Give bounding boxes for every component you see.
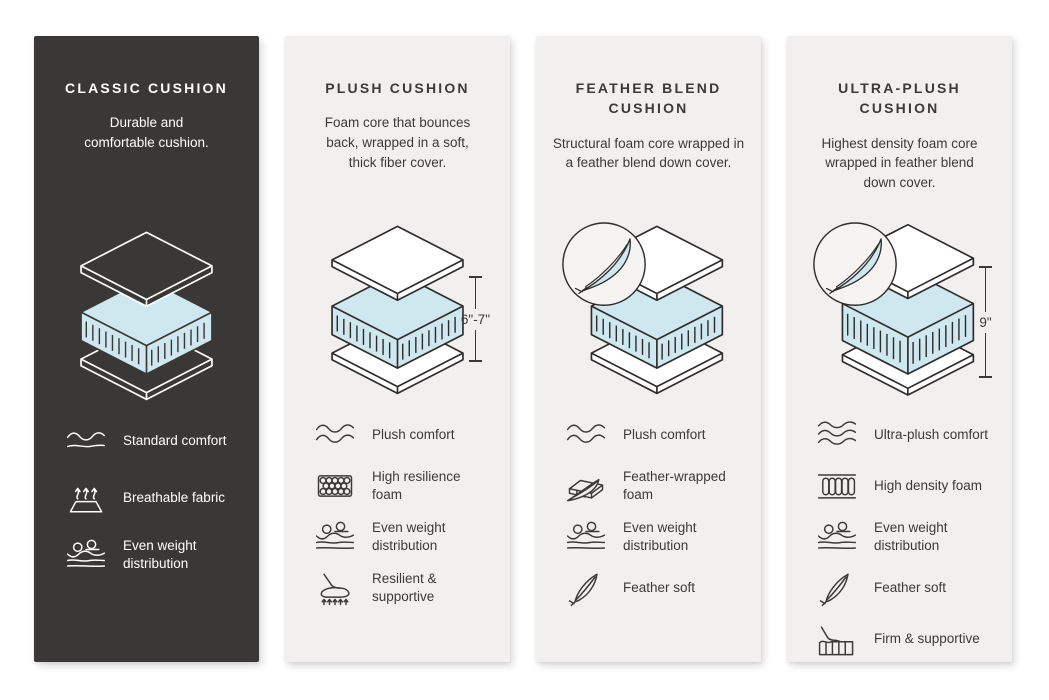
- feature-list: [552, 416, 745, 607]
- card-description: Foam core that bounces back, wrapped in a soft, thick fiber cover.: [324, 115, 471, 170]
- feature-item: [64, 479, 243, 517]
- feature-item: [64, 422, 243, 460]
- card-title: CLASSIC CUSHION: [65, 80, 228, 96]
- feature-item: [815, 467, 996, 505]
- feature-item: [815, 569, 996, 607]
- feature-item: [564, 569, 745, 607]
- feature-item: [64, 536, 243, 574]
- even-weight-icon: [64, 536, 108, 574]
- feature-label: Breathable fabric: [123, 490, 226, 506]
- feature-label: Even weight distribution: [123, 538, 197, 571]
- feature-label: Even weight distribution: [874, 520, 948, 553]
- feature-label: Resilient & supportive: [372, 571, 437, 604]
- measure-line: [475, 278, 477, 309]
- card-title: ULTRA-PLUSH CUSHION: [838, 80, 961, 117]
- feature-label: Standard comfort: [123, 433, 227, 449]
- cushion-layers-feather-icon: [803, 211, 996, 402]
- feature-label: High density foam: [874, 478, 983, 494]
- measure-line: [985, 333, 987, 377]
- height-measurement: [979, 266, 992, 378]
- card-classic-cushion: [34, 36, 259, 662]
- cushion-layers-feather-icon: [552, 211, 745, 402]
- card-title: PLUSH CUSHION: [325, 80, 470, 96]
- feature-list: [803, 416, 996, 658]
- feature-list: [50, 422, 243, 574]
- card-header: [301, 78, 494, 206]
- comfort-waves-icon: [64, 422, 108, 460]
- feature-item: [815, 416, 996, 454]
- cushion-illustration: [50, 206, 243, 418]
- feature-item: [313, 569, 494, 607]
- feature-item: [564, 467, 745, 505]
- cushion-illustration: [552, 206, 745, 406]
- feature-label: Plush comfort: [372, 427, 455, 443]
- feature-label: Even weight distribution: [623, 520, 697, 553]
- card-description: Highest density foam core wrapped in feather blend down cover.: [821, 135, 978, 191]
- density-foam-icon: [815, 467, 859, 505]
- feature-label: Feather soft: [874, 580, 947, 596]
- feather-badge-icon: [814, 223, 896, 305]
- card-header: [552, 78, 745, 206]
- comfort-waves-icon: [313, 416, 357, 454]
- feature-item: [564, 416, 745, 454]
- even-weight-icon: [313, 518, 357, 556]
- firm-supportive-icon: [815, 620, 859, 658]
- feature-item: [815, 620, 996, 658]
- feather-soft-icon: [564, 569, 608, 607]
- measure-cap: [469, 360, 482, 362]
- measure-label: 6"-7": [460, 311, 490, 327]
- measure-cap: [979, 376, 992, 378]
- feature-list: [301, 416, 494, 607]
- card-description: Structural foam core wrapped in a feather blend down cover.: [552, 135, 745, 171]
- even-weight-icon: [564, 518, 608, 556]
- measure-label: 9": [979, 314, 992, 330]
- card-title: FEATHER BLEND CUSHION: [575, 80, 722, 117]
- feature-item: [313, 416, 494, 454]
- cushion-layers-icon: [50, 217, 243, 408]
- feature-label: Feather-wrapped foam: [623, 469, 726, 502]
- feature-label: Even weight distribution: [372, 520, 446, 553]
- feature-label: Plush comfort: [623, 427, 706, 443]
- cushion-illustration: [301, 206, 494, 406]
- card-ultra-plush-cushion: [787, 36, 1012, 662]
- feather-soft-icon: [815, 569, 859, 607]
- feature-item: [313, 467, 494, 505]
- measure-line: [985, 268, 987, 312]
- card-header: [50, 78, 243, 206]
- resilient-supportive-icon: [313, 569, 357, 607]
- card-feather-blend-cushion: [536, 36, 761, 662]
- height-measurement: [461, 276, 490, 362]
- feature-label: High resilience foam: [372, 469, 461, 502]
- feature-item: [564, 518, 745, 556]
- feature-label: Feather soft: [623, 580, 696, 596]
- even-weight-icon: [815, 518, 859, 556]
- feature-item: [815, 518, 996, 556]
- card-description: Durable and comfortable cushion.: [84, 115, 209, 151]
- ultra-waves-icon: [815, 416, 859, 454]
- feature-label: Ultra-plush comfort: [874, 427, 989, 443]
- feather-wrapped-foam-icon: [564, 467, 608, 505]
- measure-line: [475, 330, 477, 361]
- card-plush-cushion: [285, 36, 510, 662]
- comfort-waves-icon: [564, 416, 608, 454]
- card-header: [803, 78, 996, 206]
- cushion-illustration: [803, 206, 996, 406]
- feather-badge-icon: [563, 223, 645, 305]
- feature-label: Firm & supportive: [874, 631, 980, 647]
- resilience-foam-icon: [313, 467, 357, 505]
- feature-item: [313, 518, 494, 556]
- breathable-fabric-icon: [64, 479, 108, 517]
